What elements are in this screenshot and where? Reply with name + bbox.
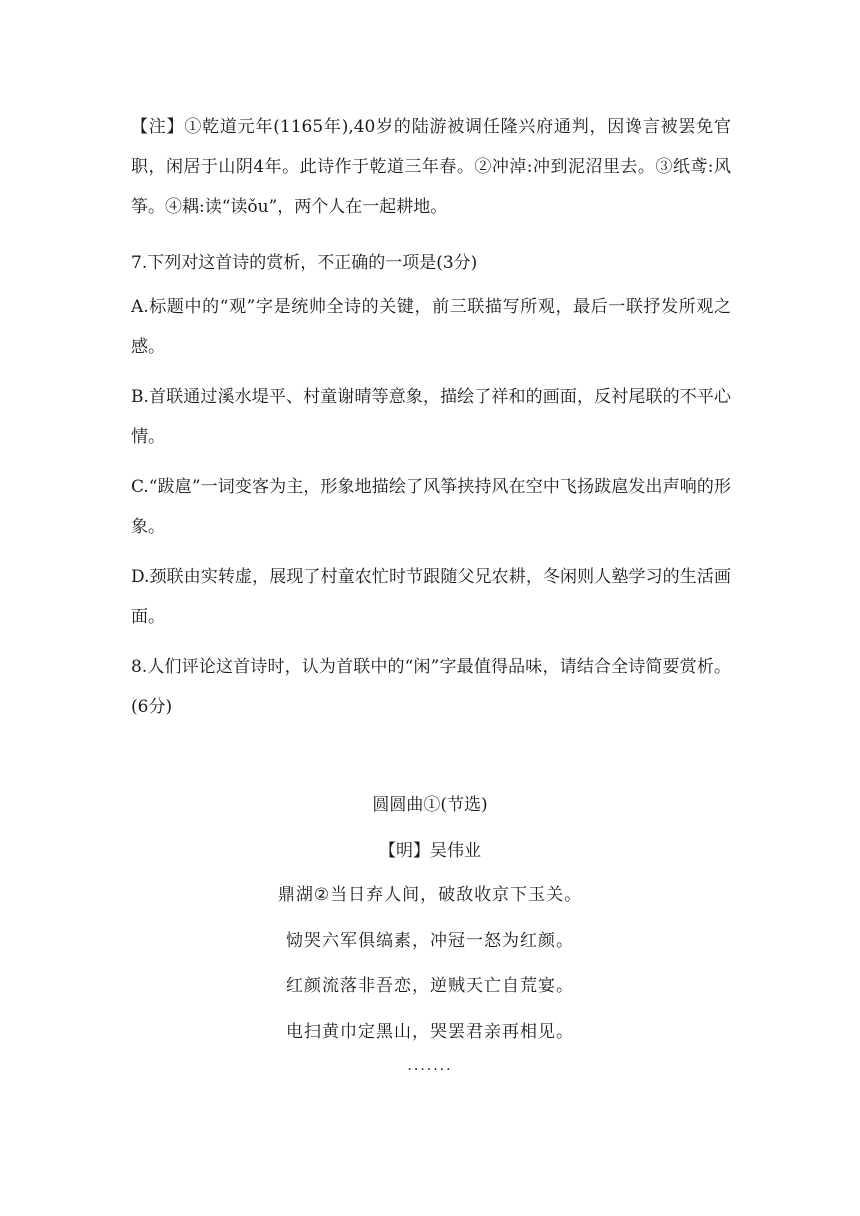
annotation-note xyxy=(131,107,731,227)
question-8 xyxy=(131,647,731,727)
poem-ellipsis: ······· xyxy=(407,1062,453,1078)
question-7-option-b xyxy=(131,377,731,457)
question-7-stem xyxy=(131,243,731,283)
question-8-text: 8.人们评论这首诗时，认为首联中的“闲”字最值得品味，请结合全诗简要赏析。(6分) xyxy=(131,657,731,717)
question-7-option-d xyxy=(131,557,731,637)
poem-line-2: 恸哭六军俱缟素，冲冠一怒为红颜。 xyxy=(286,931,574,951)
poem-line-1: 鼎湖②当日弃人间，破敌收京下玉关。 xyxy=(277,885,583,905)
question-7-text: 7.下列对这首诗的赏析，不正确的一项是(3分) xyxy=(131,253,478,273)
question-7-option-a xyxy=(131,287,731,367)
note-text: 【注】①乾道元年(1165年),40岁的陆游被调任隆兴府通判，因谗言被罢免官职，闲居于山阴4年。此诗作于乾道三年春。②冲淖:冲到泥沼里去。③纸鸢:风筝。④耦:读“读ǒu”，两个人在一起耕地。 xyxy=(131,117,731,217)
option-c-text: C.“跋扈”一词变客为主，形象地描绘了风筝挟持风在空中飞扬跋扈发出声响的形象。 xyxy=(131,477,731,537)
poem-line-3: 红颜流落非吾恋，逆贼天亡自荒宴。 xyxy=(286,976,574,996)
question-7-option-c xyxy=(131,467,731,547)
poem-author: 【明】吴伟业 xyxy=(379,841,481,861)
option-a-text: A.标题中的“观”字是统帅全诗的关键，前三联描写所观，最后一联抒发所观之感。 xyxy=(131,297,731,357)
option-d-text: D.颈联由实转虚，展现了村童农忙时节跟随父兄农耕，冬闲则人塾学习的生活画面。 xyxy=(131,567,731,627)
poem-title: 圆圆曲①(节选) xyxy=(372,795,488,815)
poem-line-4: 电扫黄巾定黑山，哭罢君亲再相见。 xyxy=(286,1022,574,1042)
option-b-text: B.首联通过溪水堤平、村童谢晴等意象，描绘了祥和的画面，反衬尾联的不平心情。 xyxy=(131,387,731,447)
